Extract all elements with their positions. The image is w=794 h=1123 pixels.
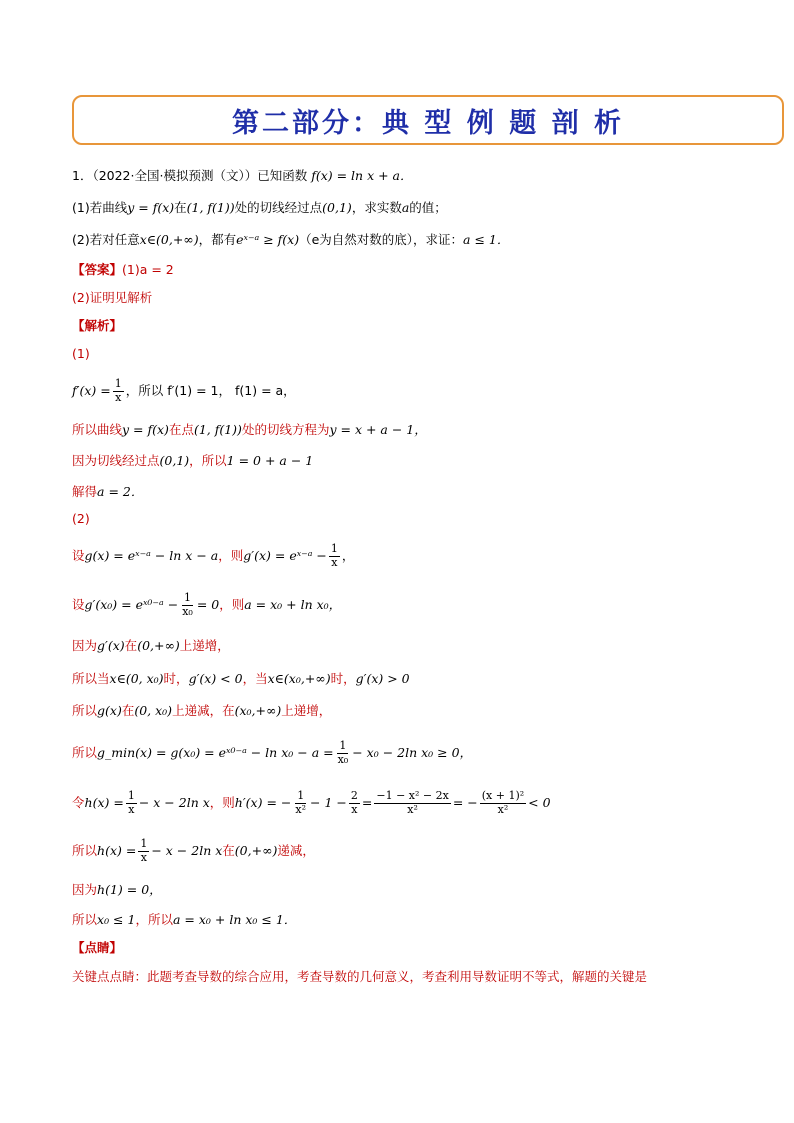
fraction: [349, 790, 360, 816]
numerator: 1: [330, 542, 338, 555]
q2-math: eˣ⁻ᵃ ≥ f(x): [236, 232, 300, 247]
math: (0,+∞): [234, 842, 278, 858]
analysis-part-2-label: (2): [72, 511, 90, 526]
analysis-line-1: [72, 378, 296, 404]
problem-intro-text: 1．（2022·全国·模拟预测（文））已知函数: [72, 168, 308, 183]
math: − x − 2ln x: [151, 842, 223, 858]
q2-text: (2)若对任意: [72, 232, 140, 247]
math: − x − 2ln x: [138, 794, 210, 810]
math: h(x) =: [84, 794, 124, 810]
math: g′(x): [97, 638, 125, 653]
q1-text: 处的切线经过点: [234, 200, 323, 215]
denominator: x₀: [182, 604, 193, 618]
text: 处的切线方程为: [241, 422, 330, 437]
problem-intro: [72, 170, 413, 183]
comment-text: 关键点点睛：此题考查导数的综合应用，考查导数的几何意义，考查利用导数证明不等式，解题的关键是: [72, 969, 648, 984]
q2-text: ，都有: [198, 232, 237, 247]
analysis-line-6: [72, 592, 341, 618]
text: 在点: [168, 422, 194, 437]
math: = 0: [196, 596, 220, 612]
math: − 1 −: [310, 794, 347, 810]
analysis-line-14: [72, 914, 296, 927]
fraction: [113, 378, 124, 404]
math: g′(x) < 0: [188, 671, 243, 686]
math: y = x + a − 1，: [329, 422, 427, 437]
denominator: x²: [497, 802, 509, 816]
answer-label: 【答案】: [72, 262, 123, 277]
text: 所以: [72, 744, 98, 760]
analysis-line-12: [72, 838, 315, 864]
math: (0,+∞): [137, 638, 180, 653]
math: y = f(x): [122, 422, 169, 437]
math: g′(x) = eˣ⁻ᵃ −: [243, 547, 327, 563]
q1-math: a: [401, 200, 410, 215]
text: 所以: [72, 842, 98, 858]
question-1: [72, 202, 447, 215]
text: 在: [121, 703, 135, 718]
numerator: 1: [339, 739, 347, 752]
text: ，当: [242, 671, 268, 686]
text: 所以曲线: [72, 422, 123, 437]
text: 因为切线经过点: [72, 453, 160, 468]
math: < 0: [528, 794, 551, 810]
fraction: [293, 790, 308, 816]
text: 在: [222, 842, 235, 858]
analysis-line-5: [72, 543, 354, 569]
denominator: x²: [295, 802, 307, 816]
text: 设: [72, 547, 85, 563]
math: h(x) =: [97, 842, 137, 858]
analysis-line-8: [72, 673, 410, 686]
numerator: 2: [350, 789, 358, 802]
math: − x₀ − 2ln x₀ ≥ 0，: [352, 744, 473, 760]
q1-math: y = f(x): [127, 200, 175, 215]
math: a = x₀ + ln x₀ ≤ 1．: [172, 912, 297, 927]
question-2: [72, 234, 509, 247]
q1-text: 的值；: [409, 200, 447, 215]
analysis-part-1-label: (1): [72, 346, 90, 361]
denominator: x: [331, 555, 338, 569]
math: g′(x₀) = eˣ⁰⁻ᵃ −: [84, 596, 179, 612]
fraction: [480, 790, 526, 816]
text: ，所以: [189, 453, 227, 468]
math: (0, x₀): [134, 703, 173, 718]
analysis-line-9: [72, 705, 331, 718]
fraction: [336, 740, 351, 766]
q1-math: (1, f(1)): [186, 200, 235, 215]
denominator: x₀: [337, 752, 349, 766]
comment-label: 【点睛】: [72, 940, 123, 955]
math: h(1) = 0，: [97, 882, 162, 897]
text: ，则: [218, 547, 244, 563]
math: 1 = 0 + a − 1: [226, 453, 314, 468]
function-definition: f(x) = ln x + a．: [311, 168, 413, 183]
math: =: [361, 794, 373, 810]
text: 时，: [330, 671, 356, 686]
numerator: 1: [114, 377, 122, 390]
numerator: 1: [184, 591, 191, 604]
fraction: [329, 543, 340, 569]
math: g_min(x) = g(x₀) = eˣ⁰⁻ᵃ − ln x₀ − a =: [97, 744, 334, 760]
text: ，: [341, 547, 355, 563]
analysis-line-3: [72, 455, 313, 468]
numerator: 1: [297, 789, 305, 802]
analysis-line-7: [72, 640, 230, 653]
math: g(x): [97, 703, 122, 718]
q1-math: (0,1): [322, 200, 352, 215]
analysis-label: 【解析】: [72, 318, 123, 333]
text: 在: [124, 638, 138, 653]
q2-math: a ≤ 1．: [463, 232, 510, 247]
numerator: 1: [127, 789, 135, 802]
text: ，则: [209, 794, 235, 810]
fraction: [374, 790, 450, 816]
fraction: [126, 790, 137, 816]
fraction: [138, 838, 149, 864]
numerator: −1 − x² − 2x: [376, 789, 449, 802]
analysis-line-11: [72, 790, 551, 816]
math: h′(x) = −: [234, 794, 292, 810]
numerator: (x + 1)²: [481, 789, 525, 802]
text: 所以当: [72, 671, 110, 686]
analysis-line-10: [72, 740, 472, 766]
math: x∈(x₀,+∞): [267, 671, 331, 686]
text: 时，: [163, 671, 189, 686]
math: a = 2．: [97, 484, 144, 499]
denominator: x: [140, 850, 147, 864]
section-title-box: [72, 95, 784, 145]
math: g(x) = eˣ⁻ᵃ − ln x − a: [84, 547, 219, 563]
math: g′(x) > 0: [355, 671, 410, 686]
math: (1, f(1)): [193, 422, 242, 437]
math: = −: [452, 794, 478, 810]
text: 设: [72, 596, 85, 612]
math: a = x₀ + ln x₀，: [244, 596, 342, 612]
q2-text: （e为自然对数的底），求证：: [299, 232, 464, 247]
answer-part-1: (1)a = 2: [122, 262, 174, 277]
answer-part-2: (2)证明见解析: [72, 290, 153, 305]
text: 解得: [72, 484, 98, 499]
text: 因为: [72, 638, 98, 653]
text: 所以: [72, 912, 98, 927]
text: 递减，: [277, 842, 315, 858]
q1-text: ，求实数: [351, 200, 402, 215]
math: x₀ ≤ 1: [97, 912, 136, 927]
text: 因为: [72, 882, 98, 897]
text: 所以: [72, 703, 98, 718]
math: (0,1): [159, 453, 190, 468]
text: 上递增，: [179, 638, 230, 653]
text: ，所以: [135, 912, 173, 927]
text: ，则: [219, 596, 245, 612]
math: x∈(0, x₀): [109, 671, 164, 686]
section-title: 第二部分：典 型 例 题 剖 析: [232, 107, 624, 139]
denominator: x: [351, 802, 358, 816]
math-text: ，所以 f′(1) = 1， f(1) = a，: [125, 382, 296, 398]
denominator: x²: [407, 802, 418, 816]
text: 令: [72, 794, 85, 810]
q1-text: (1)若曲线: [72, 200, 128, 215]
answer-line: [72, 264, 174, 277]
analysis-line-4: [72, 486, 143, 499]
analysis-line-2: [72, 424, 427, 437]
fraction: [180, 592, 195, 618]
numerator: 1: [140, 837, 148, 850]
q2-math: x∈(0,+∞): [139, 232, 199, 247]
q1-text: 在: [174, 200, 187, 215]
analysis-line-13: [72, 884, 162, 897]
denominator: x: [128, 802, 135, 816]
math: f′(x) =: [72, 382, 111, 398]
text: 上递减，在: [172, 703, 235, 718]
text: 上递增，: [281, 703, 332, 718]
denominator: x: [115, 390, 122, 404]
math: (x₀,+∞): [234, 703, 282, 718]
